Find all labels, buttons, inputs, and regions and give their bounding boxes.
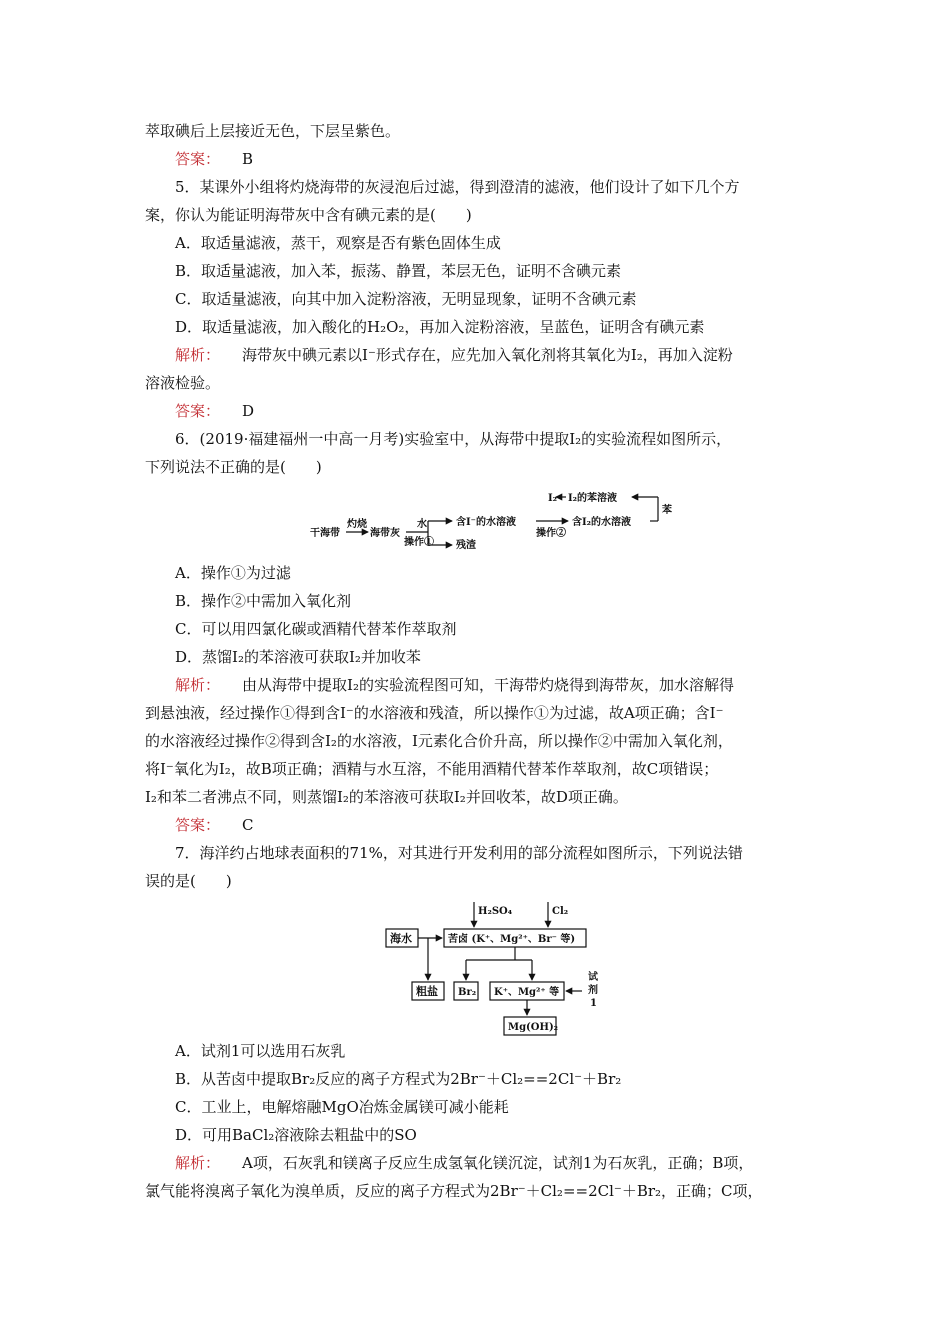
bromine-label: Br₂ [458,987,477,998]
kelp-ash-label: 海带灰 [370,528,400,539]
answer-line [175,815,254,835]
analysis-text: 海带灰中碘元素以I⁻形式存在，应先加入氧化剂将其氧化为I₂，再加入淀粉 [242,346,733,364]
reagent-1-label-c: 1 [590,998,597,1009]
analysis-line [175,675,734,695]
option-a: A．试剂1可以选用石灰乳 [175,1042,346,1060]
answer-line [175,149,253,169]
answer-value: B [242,150,254,168]
answer-value: D [242,402,255,420]
text-line: 下列说法不正确的是( ) [145,458,322,476]
iodine-solution-label: 含I₂的水溶液 [572,517,632,528]
question-7-stem: 7．海洋约占地球表面积的71%，对其进行开发利用的部分流程如图所示，下列说法错 [175,844,743,862]
analysis-text: A项，石灰乳和镁离子反应生成氢氧化镁沉淀，试剂1为石灰乳，正确；B项， [242,1154,754,1172]
analysis-label: 解析： [175,676,221,694]
text-line: 误的是( ) [145,872,232,890]
text-line: 到悬浊液，经过操作①得到含I⁻的水溶液和残渣，所以操作①为过滤，故A项正确；含I⁻ [145,704,724,722]
option-c: C．工业上，电解熔融MgO冶炼金属镁可减小能耗 [175,1098,509,1116]
magnesium-hydroxide-label: Mg(OH)₂ [508,1022,559,1033]
operation-1-label: 操作① [404,537,434,548]
answer-label: 答案： [175,816,221,834]
benzene-solution-label: I₂的苯溶液 [568,493,618,504]
crude-salt-label: 粗盐 [416,985,438,998]
answer-value: C [242,816,254,834]
option-b: B．取适量滤液，加入苯，振荡、静置，苯层无色，证明不含碘元素 [175,262,622,280]
burn-label: 灼烧 [347,519,367,530]
iodine-product-label: I₂ [548,493,558,504]
residue-label: 残渣 [456,540,476,551]
option-b: B．从苦卤中提取Br₂反应的离子方程式为2Br⁻＋Cl₂==2Cl⁻＋Br₂ [175,1070,622,1088]
dry-kelp-label: 干海带 [310,528,340,539]
option-c: C．取适量滤液，向其中加入淀粉溶液，无明显现象，证明不含碘元素 [175,290,637,308]
chlorine-label: Cl₂ [552,906,569,917]
option-b: B．操作②中需加入氧化剂 [175,592,352,610]
operation-2-label: 操作② [536,528,566,539]
analysis-label: 解析： [175,346,221,364]
question-5-stem: 5．某课外小组将灼烧海带的灰浸泡后过滤，得到澄清的滤液，他们设计了如下几个方 [175,178,740,196]
option-c: C．可以用四氯化碳或酒精代替苯作萃取剂 [175,620,457,638]
option-d: D．蒸馏I₂的苯溶液可获取I₂并加收苯 [175,648,421,666]
benzene-label: 苯 [662,505,672,516]
seawater-flowchart [382,898,622,1038]
text-line: 的水溶液经过操作②得到含I₂的水溶液，I元素化合价升高，所以操作②中需加入氧化剂， [145,732,733,750]
text-line: 氯气能将溴离子氧化为溴单质，反应的离子方程式为2Br⁻＋Cl₂==2Cl⁻＋Br₂，正确；C项， [145,1182,763,1200]
text-line: 案，你认为能证明海带灰中含有碘元素的是( ) [145,206,472,224]
option-a: A．操作①为过滤 [175,564,291,582]
sulfuric-acid-label: H₂SO₄ [478,906,513,917]
reagent-1-label-b: 剂 [588,985,598,996]
option-a: A．取适量滤液，蒸干，观察是否有紫色固体生成 [175,234,501,252]
question-6-stem: 6．(2019·福建福州一中高一月考)实验室中，从海带中提取I₂的实验流程如图所示， [175,430,732,448]
analysis-text: 由从海带中提取I₂的实验流程图可知，干海带灼烧得到海带灰，加水溶解得 [242,676,734,694]
answer-label: 答案： [175,402,221,420]
text-line: 萃取碘后上层接近无色，下层呈紫色。 [145,122,401,140]
answer-label: 答案： [175,150,221,168]
answer-line [175,401,254,421]
water-label: 水 [417,519,427,530]
analysis-line [175,345,733,365]
text-line: 溶液检验。 [145,374,221,392]
seawater-label: 海水 [390,932,412,945]
text-line: I₂和苯二者沸点不同，则蒸馏I₂的苯溶液可获取I₂并回收苯，故D项正确。 [145,788,628,806]
analysis-label: 解析： [175,1154,221,1172]
iodine-extraction-flowchart [300,485,700,555]
bittern-label: 苦卤 (K⁺、Mg²⁺、Br⁻ 等) [448,934,576,945]
option-d: D．取适量滤液，加入酸化的H₂O₂，再加入淀粉溶液，呈蓝色，证明含有碘元素 [175,318,705,336]
analysis-line [175,1153,753,1173]
iodide-solution-label: 含I⁻的水溶液 [456,517,516,528]
text-line: 将I⁻氧化为I₂，故B项正确；酒精与水互溶，不能用酒精代替苯作萃取剂，故C项错误； [145,760,719,778]
reagent-1-label-a: 试 [588,972,598,983]
remaining-ions-label: K⁺、Mg²⁺ 等 [494,987,560,998]
option-d: D．可用BaCl₂溶液除去粗盐中的SO [175,1126,417,1144]
